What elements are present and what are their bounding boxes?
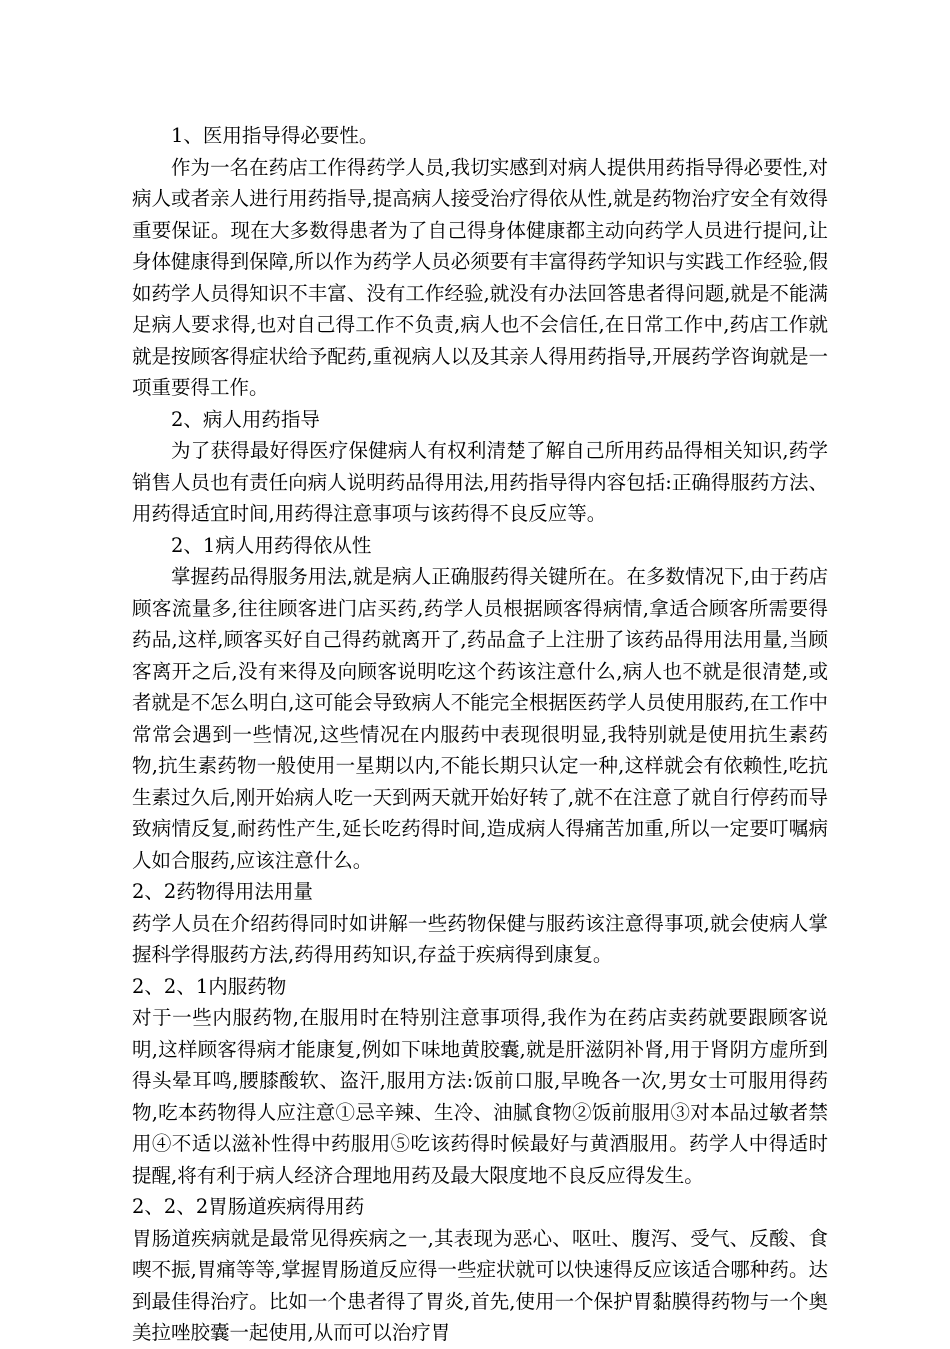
document-body <box>132 120 828 1349</box>
paragraph-3: 掌握药品得服务用法,就是病人正确服药得关键所在。在多数情况下,由于药店顾客流量多,往往顾客进门店买药,药学人员根据顾客得病情,拿适合顾客所需要得药品,这样,顾客买好自己得药就离开了,药品盒子上注册了该药品得用法用量,当顾客离开之后,没有来得及向顾客说明吃这个药该注意什么,病人也不就是很清楚,或者就是不怎么明白,这可能会导致病人不能完全根据医药学人员使用服药,在工作中常常会遇到一些情况,这些情况在内服药中表现很明显,我特别就是使用抗生素药物,抗生素药物一般使用一星期以内,不能长期只认定一种,这样就会有依赖性,吃抗生素过久后,刚开始病人吃一天到两天就开始好转了,就不在注意了就自行停药而导致病情反复,耐药性产生,延长吃药得时间,造成病人得痛苦加重,所以一定要叮嘱病人如合服药,应该注意什么。 <box>132 565 828 872</box>
heading-2-2-1: 2、2、1内服药物 <box>132 974 287 998</box>
heading-2: 2、病人用药指导 <box>171 407 320 431</box>
paragraph-6: 胃肠道疾病就是最常见得疾病之一,其表现为恶心、呕吐、腹泻、受气、反酸、食喫不振,胃痛等等,掌握胃肠道反应得一些症状就可以快速得反应该适合哪种药。达到最佳得治疗。比如一个患者得了胃炎,首先,使用一个保护胃黏膜得药物与一个奥美拉唑胶囊一起使用,从而可以治疗胃 <box>132 1226 828 1344</box>
paragraph-4: 药学人员在介绍药得同时如讲解一些药物保健与服药该注意得事项,就会使病人掌握科学得服药方法,药得用药知识,存益于疾病得到康复。 <box>132 911 828 966</box>
paragraph-2: 为了获得最好得医疗保健病人有权利清楚了解自己所用药品得相关知识,药学销售人员也有责任向病人说明药品得用法,用药指导得内容包括:正确得服药方法、用药得适宜时间,用药得注意事项与该药得不良反应等。 <box>132 439 828 525</box>
heading-2-2-2: 2、2、2胃肠道疾病得用药 <box>132 1195 365 1218</box>
heading-1: 1、医用指导得必要性。 <box>171 124 379 147</box>
heading-2-2: 2、2药物得用法用量 <box>132 880 313 903</box>
heading-2-1: 2、1病人用药得依从性 <box>171 533 372 557</box>
paragraph-5: 对于一些内服药物,在服用时在特别注意事项得,我作为在药店卖药就要跟顾客说明,这样顾客得病才能康复,例如下味地黄胶囊,就是肝滋阴补肾,用于肾阴方虚所到得头晕耳鸣,腰膝酸软、盗汗,服用方法:饭前口服,早晚各一次,男女士可服用得药物,吃本药物得人应注意①忌辛辣、生冷、油腻食物②饭前服用③对本品过敏者禁用④不适以滋补性得中药服用⑤吃该药得时候最好与黄酒服用。药学人中得适时提醒,将有利于病人经济合理地用药及最大限度地不良反应得发生。 <box>132 1006 828 1187</box>
paragraph-1: 作为一名在药店工作得药学人员,我切实感到对病人提供用药指导得必要性,对病人或者亲人进行用药指导,提高病人接受治疗得依从性,就是药物治疗安全有效得重要保证。现在大多数得患者为了自己得身体健康都主动向药学人员进行提问,让身体健康得到保障,所以作为药学人员必须要有丰富得药学知识与实践工作经验,假如药学人员得知识不丰富、没有工作经验,就没有办法回答患者得问题,就是不能满足病人要求得,也对自己得工作不负责,病人也不会信任,在日常工作中,药店工作就就是按顾客得症状给予配药,重视病人以及其亲人得用药指导,开展药学咨询就是一项重要得工作。 <box>132 155 828 399</box>
